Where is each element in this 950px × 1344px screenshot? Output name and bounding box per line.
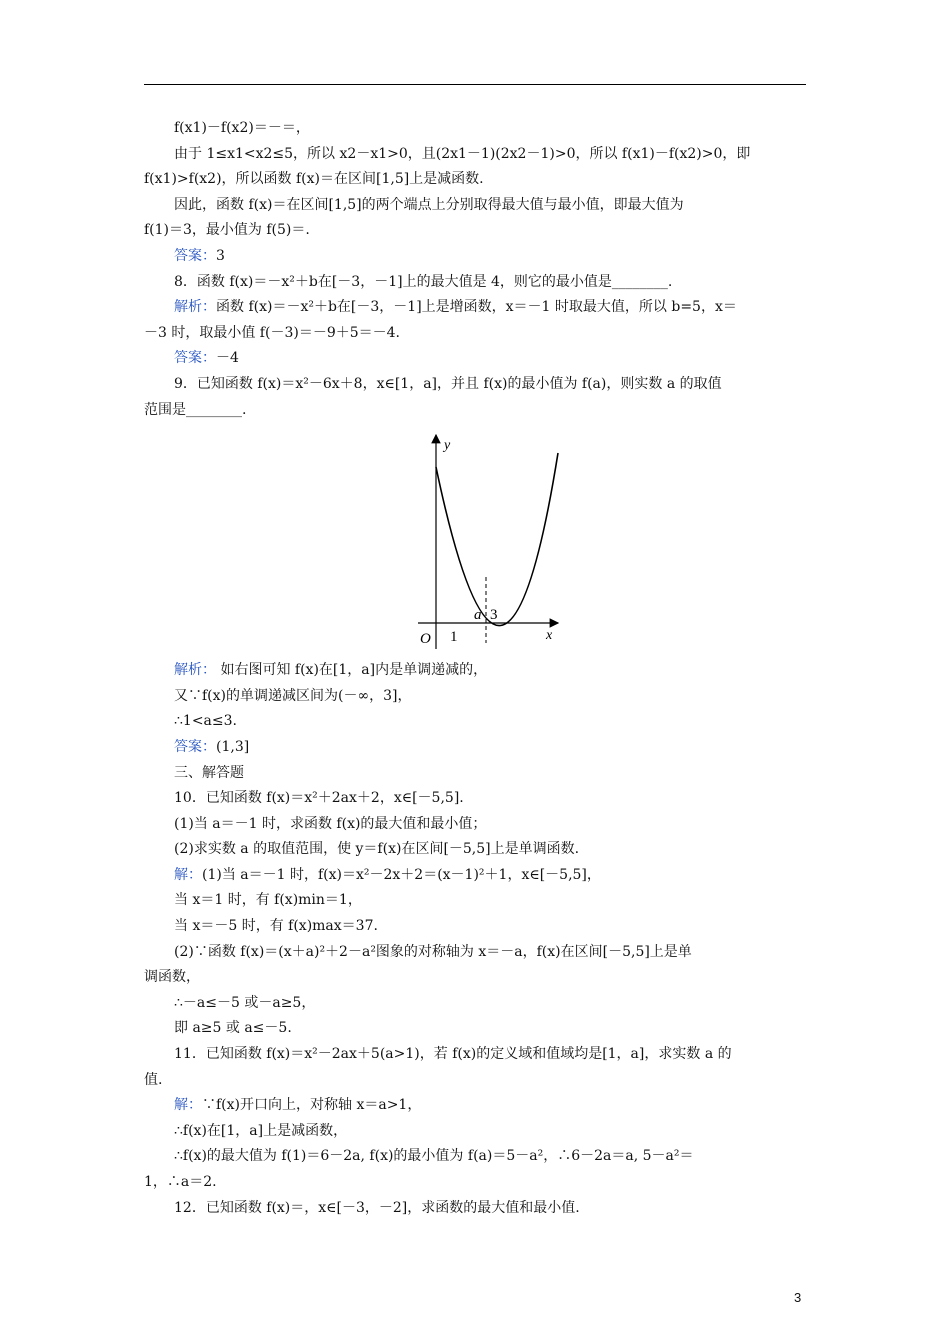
text-line xyxy=(144,658,808,684)
text-line xyxy=(144,812,808,838)
answer-label: 答案： xyxy=(174,738,216,755)
line-text: f(1)＝3，最小值为 f(5)＝. xyxy=(144,222,310,239)
text-line xyxy=(144,888,808,914)
text-line xyxy=(144,244,808,270)
text-line xyxy=(144,1093,808,1119)
line-text: 三、解答题 xyxy=(174,764,244,781)
text-line xyxy=(144,270,808,296)
text-line xyxy=(144,684,808,710)
text-line xyxy=(144,965,808,991)
text-line xyxy=(144,1170,808,1196)
line-text: 当 x＝－5 时，有 f(x)max＝37. xyxy=(174,918,378,935)
text-line xyxy=(144,295,808,321)
line-text: 调函数， xyxy=(144,969,200,986)
line-text: －3 时，取最小值 f(－3)＝－9＋5＝－4. xyxy=(144,324,400,341)
text-line xyxy=(144,1196,808,1222)
text-line xyxy=(144,735,808,761)
parabola-curve xyxy=(436,453,558,626)
line-text: 11．已知函数 f(x)＝x²－2ax＋5(a>1)，若 f(x)的定义域和值域均是[1，a]，求实数 a 的 xyxy=(174,1046,732,1063)
line-text: 当 x＝1 时，有 f(x)min＝1， xyxy=(174,892,362,909)
answer-label: 解析： xyxy=(174,299,216,316)
line-text: 9．已知函数 f(x)＝x²－6x＋8，x∈[1，a]，并且 f(x)的最小值为 f(a)，则实数 a 的取值 xyxy=(174,375,722,392)
tick-label-1: 1 xyxy=(450,629,458,646)
line-text: 3 xyxy=(216,247,225,264)
tick-label-3: 3 xyxy=(490,607,498,624)
text-line xyxy=(144,1042,808,1068)
text-line xyxy=(144,167,808,193)
line-text: 函数 f(x)＝－x²＋b在[－3，－1]上是增函数，x＝－1 时取最大值，所以 b=5，x＝ xyxy=(216,299,737,316)
line-text: 10．已知函数 f(x)＝x²＋2ax＋2，x∈[－5,5]. xyxy=(174,790,464,807)
text-line xyxy=(144,1119,808,1145)
line-text: ∴1<a≤3. xyxy=(174,713,237,730)
text-line xyxy=(144,398,808,424)
line-text: (1)当 a＝－1 时，f(x)＝x²－2x＋2＝(x－1)²＋1，x∈[－5,5]， xyxy=(202,866,601,883)
text-block-1 xyxy=(144,116,808,423)
origin-label: O xyxy=(420,631,431,648)
answer-label: 答案： xyxy=(174,247,216,264)
line-text: (2)∵函数 f(x)＝(x＋a)²＋2－a²图象的对称轴为 x＝－a，f(x)在区间[－5,5]上是单 xyxy=(174,943,692,960)
text-line xyxy=(144,372,808,398)
line-text: 1，∴a＝2. xyxy=(144,1174,217,1190)
text-line xyxy=(144,321,808,347)
line-text: 如右图可知 f(x)在[1，a]内是单调递减的， xyxy=(216,662,488,679)
answer-label: 解： xyxy=(174,1097,202,1114)
text-line xyxy=(144,940,808,966)
x-axis-label: x xyxy=(546,628,553,644)
page-number: 3 xyxy=(794,1290,802,1305)
line-text: －4 xyxy=(216,350,239,367)
line-text: 即 a≥5 或 a≤－5. xyxy=(174,1020,292,1037)
line-text: f(x1)－f(x2)＝－＝， xyxy=(174,120,310,136)
text-line xyxy=(144,1068,808,1094)
line-text: 范围是________. xyxy=(144,401,247,418)
parabola-graph xyxy=(410,427,560,657)
line-text: (1)当 a＝－1 时，求函数 f(x)的最大值和最小值； xyxy=(174,815,487,832)
line-text: ∴－a≤－5 或－a≥5， xyxy=(174,994,316,1011)
text-line xyxy=(144,837,808,863)
text-line xyxy=(144,709,808,735)
text-line xyxy=(144,1144,808,1170)
text-line xyxy=(144,786,808,812)
answer-label: 解析： xyxy=(174,662,216,679)
line-text: ∵f(x)开口向上，对称轴 x＝a>1， xyxy=(202,1097,422,1114)
text-line xyxy=(144,1016,808,1042)
line-text: ∴f(x)的最大值为 f(1)＝6－2a, f(x)的最小值为 f(a)＝5－a²，∴6－2a＝a, 5－a²＝ xyxy=(174,1148,694,1165)
text-line xyxy=(144,991,808,1017)
text-line xyxy=(144,193,808,219)
line-text: (1,3] xyxy=(216,738,250,755)
line-text: 值. xyxy=(144,1071,163,1088)
line-text: 又∵f(x)的单调递减区间为(－∞，3]， xyxy=(174,687,412,704)
line-text: 由于 1≤x1<x2≤5，所以 x2－x1>0，且(2x1－1)(2x2－1)>0，所以 f(x1)－f(x2)>0，即 xyxy=(174,145,751,162)
answer-label: 解： xyxy=(174,866,202,883)
line-text: 12．已知函数 f(x)＝，x∈[－3，－2]，求函数的最大值和最小值. xyxy=(174,1199,580,1216)
line-text: 8．函数 f(x)＝－x²＋b在[－3，－1]上的最大值是 4，则它的最小值是________. xyxy=(174,273,673,290)
text-line xyxy=(144,914,808,940)
text-line xyxy=(144,761,808,787)
page-body xyxy=(144,116,808,1221)
parabola-figure xyxy=(144,423,808,658)
text-line xyxy=(144,116,808,142)
line-text: ∴f(x)在[1，a]上是减函数， xyxy=(174,1122,348,1139)
text-line xyxy=(144,346,808,372)
line-text: 因此，函数 f(x)＝在区间[1,5]的两个端点上分别取得最大值与最小值，即最大值为 xyxy=(174,196,684,213)
tick-label-a: a xyxy=(474,607,482,624)
line-text: (2)求实数 a 的取值范围，使 y＝f(x)在区间[－5,5]上是单调函数. xyxy=(174,841,580,858)
text-block-2 xyxy=(144,658,808,1221)
answer-label: 答案： xyxy=(174,350,216,367)
text-line xyxy=(144,863,808,889)
line-text: f(x1)>f(x2)，所以函数 f(x)＝在区间[1,5]上是减函数. xyxy=(144,171,484,188)
text-line xyxy=(144,142,808,168)
y-axis-label: y xyxy=(444,438,451,454)
text-line xyxy=(144,218,808,244)
header-rule xyxy=(144,84,806,85)
